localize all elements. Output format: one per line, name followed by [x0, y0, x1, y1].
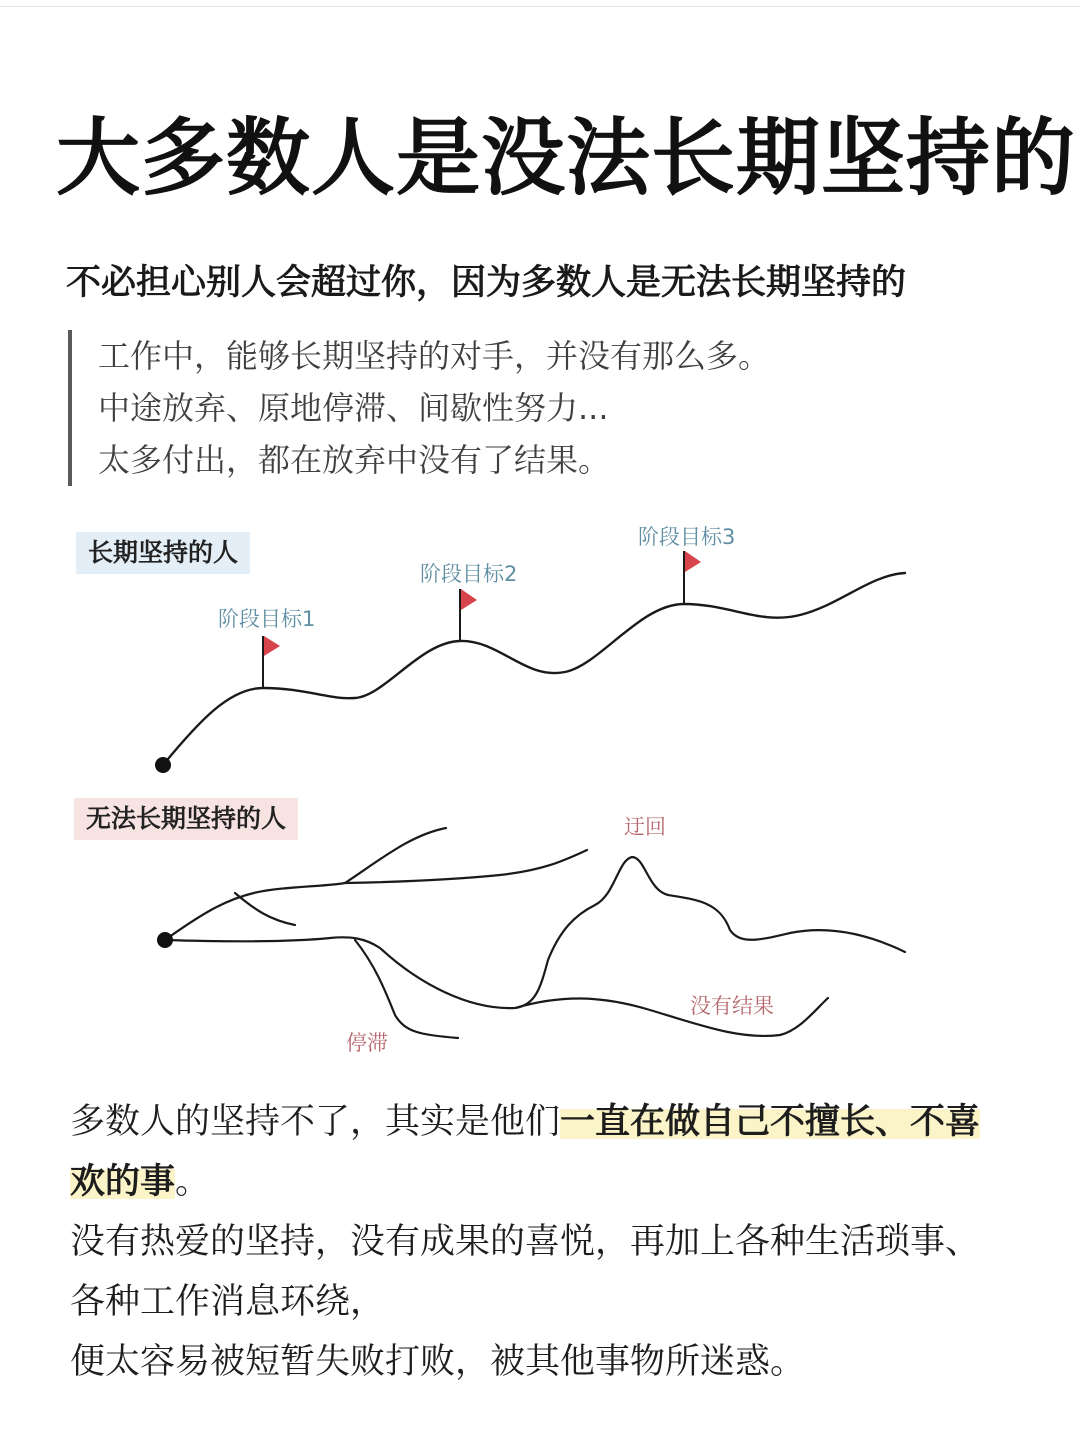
- quit-paths: [165, 828, 905, 1038]
- page-title: 大多数人是没法长期坚持的: [56, 109, 1077, 207]
- branch-main: [165, 857, 905, 1008]
- flag-icon: [684, 551, 701, 604]
- quit-label-tag: 无法长期坚持的人: [74, 798, 298, 840]
- start-dot: [157, 932, 173, 948]
- start-dot: [155, 757, 171, 773]
- highlighted-text: 一直在做自己不擅长、不喜: [560, 1102, 981, 1142]
- paragraph-line: [70, 1152, 1030, 1212]
- persist-label-tag: 长期坚持的人: [76, 532, 250, 574]
- paragraph-line: 没有热爱的坚持，没有成果的喜悦，再加上各种生活琐事、: [70, 1222, 981, 1262]
- branch-upper: [165, 883, 345, 940]
- flag-icon: [263, 636, 280, 688]
- branch-stall: [355, 940, 458, 1038]
- flag-icon: [460, 589, 477, 641]
- paragraph-text: 。: [175, 1162, 211, 1202]
- detour-label: 迂回: [624, 815, 666, 839]
- paragraph-line: [70, 1092, 1030, 1152]
- persist-path: [163, 573, 905, 765]
- paragraph-line: 便太容易被短暂失败打败，被其他事物所迷惑。: [70, 1342, 806, 1382]
- paragraph-text: 多数人的坚持不了，其实是他们: [70, 1102, 561, 1142]
- branch-down-short: [235, 893, 295, 925]
- branch-up-long: [345, 850, 587, 883]
- top-divider: [0, 6, 1080, 7]
- quote-block: [68, 330, 998, 486]
- highlighted-text: 欢的事: [70, 1162, 176, 1202]
- stage-label-1: 阶段目标1: [218, 607, 316, 631]
- paragraph-line: 各种工作消息环绕，: [70, 1282, 386, 1322]
- stage-label-2: 阶段目标2: [420, 562, 518, 586]
- branch-short-up: [345, 828, 446, 883]
- quote-line: 中途放弃、原地停滞、间歇性努力...: [98, 389, 609, 427]
- conclusion-paragraph: [70, 1092, 1030, 1392]
- stage-label-3: 阶段目标3: [638, 525, 736, 549]
- quote-line: 工作中，能够长期坚持的对手，并没有那么多。: [98, 337, 771, 375]
- path-diagram: [0, 500, 1080, 1080]
- quote-line: 太多付出，都在放弃中没有了结果。: [98, 441, 611, 479]
- no-result-label: 没有结果: [690, 994, 774, 1018]
- branch-no-result: [515, 998, 828, 1036]
- stagnate-label: 停滞: [346, 1031, 388, 1055]
- subtitle: 不必担心别人会超过你，因为多数人是无法长期坚持的: [66, 263, 907, 303]
